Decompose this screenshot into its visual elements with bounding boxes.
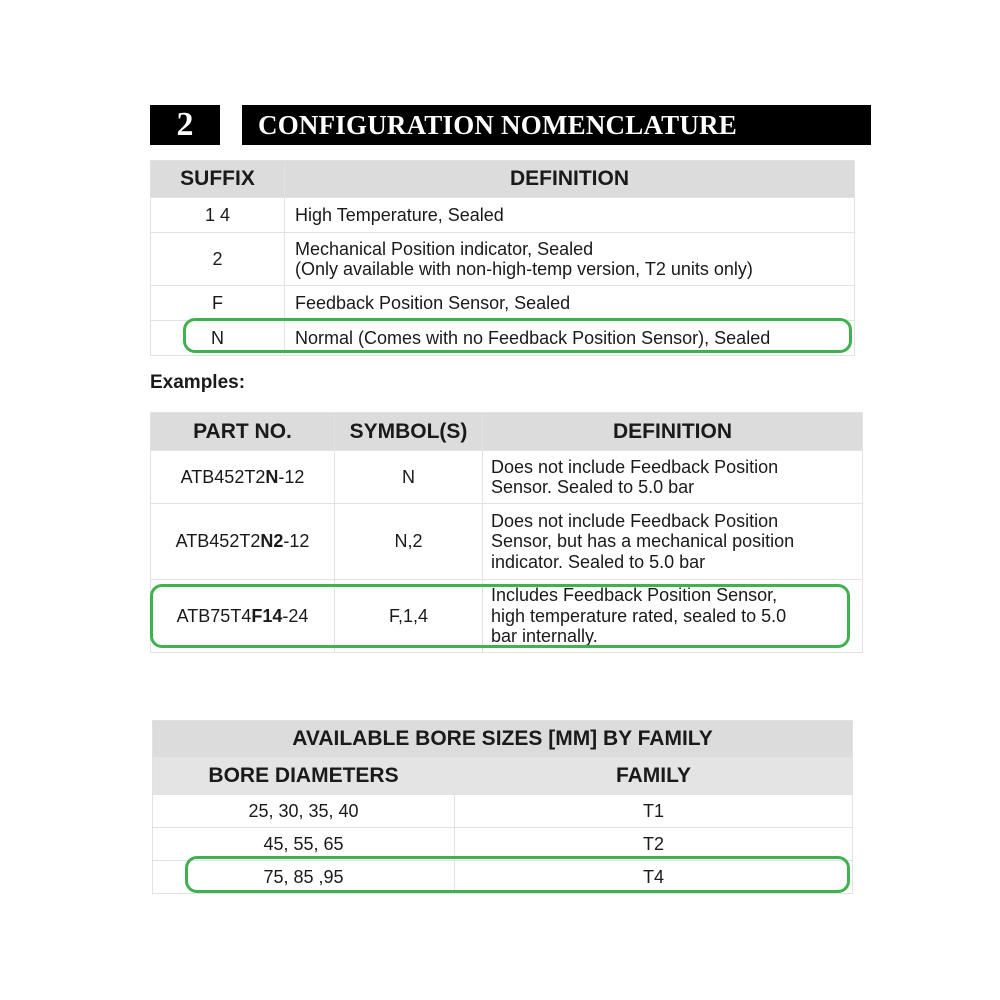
bore-diameters-cell: 25, 30, 35, 40 xyxy=(153,795,455,828)
definition-line: high temperature rated, sealed to 5.0 xyxy=(491,605,787,626)
definition-line: Sensor, but has a mechanical position xyxy=(491,531,795,552)
highlight-box-bore-t4 xyxy=(185,856,850,893)
part-suffix: -24 xyxy=(282,605,309,626)
suffix-cell: F xyxy=(151,286,285,321)
table-row xyxy=(153,795,853,828)
part-code: N xyxy=(265,466,279,487)
suffix-cell: N xyxy=(151,321,285,356)
definition-line: bar internally. xyxy=(491,626,598,647)
part-suffix: -12 xyxy=(283,531,310,551)
examples-label: Examples: xyxy=(150,372,246,393)
table-row xyxy=(151,233,855,286)
symbols-header: SYMBOL(S) xyxy=(335,413,483,451)
bore-table-title: AVAILABLE BORE SIZES [MM] BY FAMILY xyxy=(153,721,853,758)
part-no-cell xyxy=(151,451,335,504)
part-suffix: -12 xyxy=(278,466,305,487)
definition-line: Normal (Comes with no Feedback Position Sensor), Sealed xyxy=(295,328,771,348)
definition-line: Does not include Feedback Position xyxy=(491,456,779,477)
definition-cell xyxy=(285,233,855,286)
definition-line: Mechanical Position indicator, Sealed xyxy=(295,239,594,259)
definition-cell xyxy=(483,504,863,580)
definition-cell xyxy=(285,286,855,321)
definition-line: Feedback Position Sensor, Sealed xyxy=(295,293,571,313)
highlight-box-suffix-n xyxy=(183,318,852,353)
definition-cell xyxy=(483,451,863,504)
suffix-header: SUFFIX xyxy=(151,161,285,198)
family-cell: T4 xyxy=(455,861,853,894)
highlight-box-example-f14 xyxy=(150,584,850,648)
bore-diameters-header: BORE DIAMETERS xyxy=(153,758,455,795)
definition-line: Does not include Feedback Position xyxy=(491,510,779,531)
symbols-cell: N xyxy=(335,451,483,504)
definition-header: DEFINITION xyxy=(483,413,863,451)
definition-cell xyxy=(285,198,855,233)
bore-diameters-cell: 45, 55, 65 xyxy=(153,828,455,861)
suffix-cell: 1 4 xyxy=(151,198,285,233)
section-title: CONFIGURATION NOMENCLATURE xyxy=(242,105,871,145)
family-cell: T1 xyxy=(455,795,853,828)
suffix-cell: 2 xyxy=(151,233,285,286)
definition-header: DEFINITION xyxy=(285,161,855,198)
family-header: FAMILY xyxy=(455,758,853,795)
part-no-header: PART NO. xyxy=(151,413,335,451)
table-row xyxy=(151,451,863,504)
definition-line: indicator. Sealed to 5.0 bar xyxy=(491,551,706,572)
part-prefix: ATB452T2 xyxy=(175,531,261,551)
section-number: 2 xyxy=(150,105,220,145)
table-row xyxy=(151,504,863,580)
part-code: N2 xyxy=(260,531,284,551)
part-prefix: ATB452T2 xyxy=(180,466,266,487)
symbols-cell: F,1,4 xyxy=(335,580,483,653)
definition-line: (Only available with non-high-temp version, T2 units only) xyxy=(295,259,753,279)
definition-line: Sensor. Sealed to 5.0 bar xyxy=(491,477,695,497)
bore-diameters-cell: 75, 85 ,95 xyxy=(153,861,455,894)
definition-line: Includes Feedback Position Sensor, xyxy=(491,585,778,606)
family-cell: T2 xyxy=(455,828,853,861)
table-row xyxy=(151,286,855,321)
definition-line: High Temperature, Sealed xyxy=(295,205,504,225)
part-code: F14 xyxy=(251,605,283,626)
part-no-cell xyxy=(151,504,335,580)
part-prefix: ATB75T4 xyxy=(176,605,252,626)
table-row xyxy=(151,198,855,233)
symbols-cell: N,2 xyxy=(335,504,483,580)
